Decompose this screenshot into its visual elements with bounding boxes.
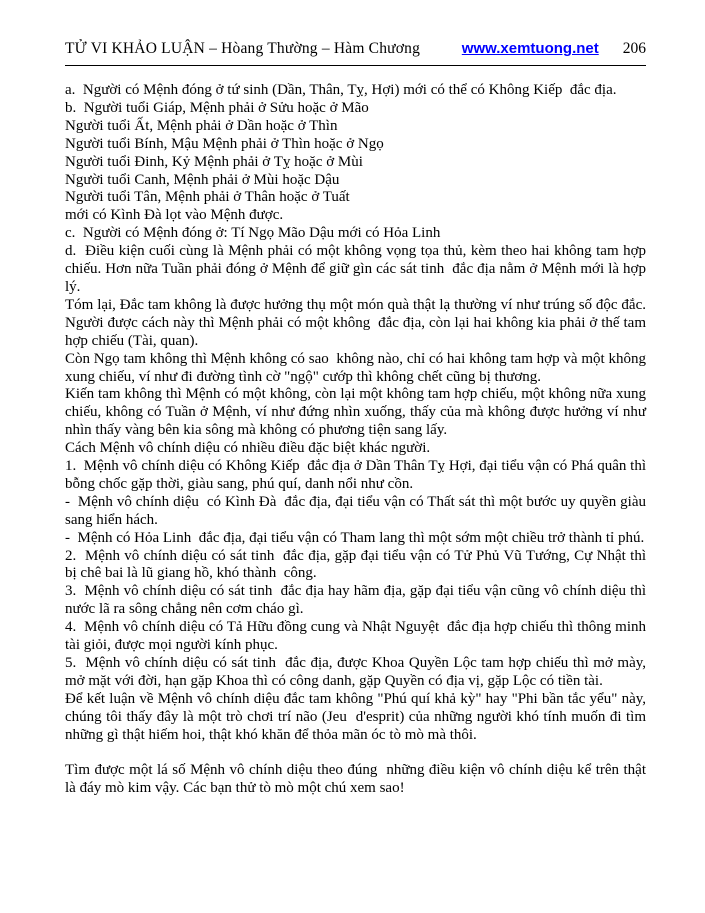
page-header [65,40,646,58]
paragraph: - Mệnh có Hỏa Linh đắc địa, đại tiểu vận có Tham lang thì một sớm một chiều trở thành tỉ phú. [65,529,645,546]
website-link[interactable]: www.xemtuong.net [461,40,599,57]
paragraph: Người tuổi Canh, Mệnh phải ở Mùi hoặc Dậu [65,171,340,188]
paragraph: Người tuổi Ất, Mệnh phải ở Dần hoặc ở Thìn [65,117,338,134]
paragraph: 3. Mệnh vô chính diệu có sát tinh đắc địa hay hãm địa, gặp đại tiểu vận cũng vô chính diệu thì nước lã ra sông chẳng nên cơm cháo gì. [65,583,650,618]
paragraph: a. Người có Mệnh đóng ở tứ sinh (Dần, Thân, Tỵ, Hợi) mới có thể có Không Kiếp đắc địa. [65,82,617,98]
paragraph: Người tuổi Tân, Mệnh phải ở Thân hoặc ở Tuất [65,189,350,206]
page-number: 206 [622,40,646,57]
paragraph: Tóm lại, Đắc tam không là được hưởng thụ một món quà thật lạ thường ví như trúng số độc đắc. Người được cách này thì Mệnh phải có một không đắc địa, còn lại hai không kia phải ở thế tam hợp chiếu (Tài, quan). [65,296,650,349]
header-divider [65,65,646,66]
paragraph: b. Người tuổi Giáp, Mệnh phải ở Sửu hoặc ở Mão [65,99,369,116]
paragraph: 4. Mệnh vô chính diệu có Tả Hữu đồng cung và Nhật Nguyệt đắc địa hợp chiếu thì thông minh tài giỏi, được mọi người kính phục. [65,619,650,654]
paragraph: 5. Mệnh vô chính diệu có sát tinh đắc địa, được Khoa Quyền Lộc tam hợp chiếu thì mở mày, mở mặt với đời, hạn gặp Khoa thì có công danh, gặp Quyền có địa vị, gặp Lộc có tiền tài. [65,655,650,689]
paragraph: 2. Mệnh vô chính diệu có sát tinh đắc địa, gặp đại tiểu vận có Tử Phủ Vũ Tướng, Cự Nhật thì bị chê bai là lũ giang hồ, khó thành công. [65,547,650,582]
paragraph: d. Điều kiện cuối cùng là Mệnh phải có một không vọng tọa thủ, kèm theo hai không tam hợp chiếu. Hơn nữa Tuần phải đóng ở Mệnh để giữ gìn các sát tinh đắc địa nằm ở Mệnh mới là hợp lý. [65,243,650,295]
paragraph: c. Người có Mệnh đóng ở: Tí Ngọ Mão Dậu mới có Hỏa Linh [65,225,441,242]
paragraph: - Mệnh vô chính diệu có Kình Đà đắc địa, đại tiểu vận có Thất sát thì một bước uy quyền giàu sang hiển hách. [65,493,650,528]
document-body [65,82,650,798]
paragraph: Cách Mệnh vô chính diệu có nhiều điều đặc biệt khác người. [65,440,431,457]
paragraph: mới có Kình Đà lọt vào Mệnh được. [65,207,284,224]
paragraph: 1. Mệnh vô chính diệu có Không Kiếp đắc địa ở Dần Thân Tỵ Hợi, đại tiểu vận có Phá quân thì bỗng chốc gặp thời, giàu sang, phú quí, danh nổi như cồn. [65,458,650,492]
paragraph: Người tuổi Đinh, Kỷ Mệnh phải ở Tỵ hoặc ở Mùi [65,153,363,170]
paragraph: Kiến tam không thì Mệnh có một không, còn lại một không tam hợp chiếu, một không nữa xung chiếu, không có Tuần ở Mệnh, ví như đứng nhìn xuống, thấy của mà không được hưởng ví như nhìn thấy vàng bên kia sông mà không có phương tiện sang lấy. [65,386,650,439]
paragraph: Còn Ngọ tam không thì Mệnh không có sao không nào, chỉ có hai không tam hợp và một không xung chiếu, ví như đi đường tình cờ "ngộ" cướp thì không chết cũng bị thương. [65,350,650,385]
paragraph: Người tuổi Bính, Mậu Mệnh phải ở Thìn hoặc ở Ngọ [65,135,384,152]
book-title: TỬ VI KHẢO LUẬN – Hòang Thường – Hàm Chương [65,40,421,57]
paragraph: Để kết luận về Mệnh vô chính diệu đắc tam không "Phú quí khả kỳ" hay "Phi bần tắc yểu" này, chúng tôi thấy đây là một trò chơi trí não (Jeu d'esprit) của những người khó tính muốn đi tìm những gì thật hiếm hoi, thật khó khăn để thỏa mãn óc tò mò mà thôi. [65,690,650,743]
paragraph: Tìm được một lá số Mệnh vô chính diệu theo đúng những điều kiện vô chính diệu kể trên thật là đáy mò kim vậy. Các bạn thử tò mò một chú xem sao! [65,762,650,797]
